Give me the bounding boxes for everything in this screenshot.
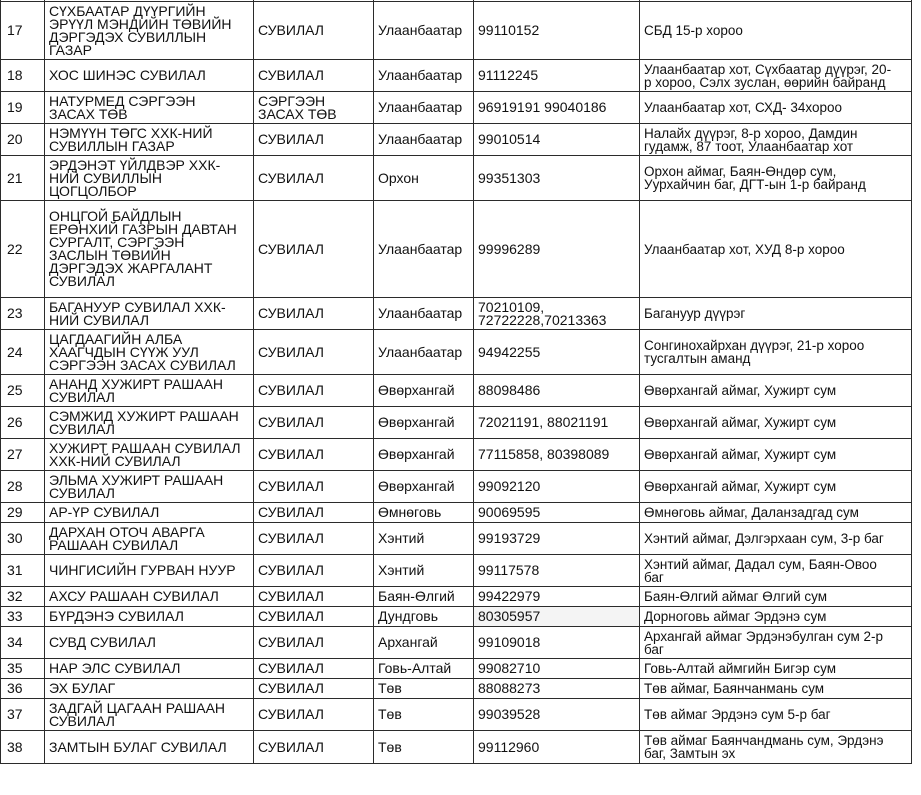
- location-cell[interactable]: Говь-Алтай: [374, 659, 474, 679]
- location-cell[interactable]: Төв: [374, 699, 474, 731]
- location-cell[interactable]: Улаанбаатар: [374, 60, 474, 92]
- facility-name-cell[interactable]: БҮРДЭНЭ СУВИЛАЛ: [45, 607, 254, 627]
- facility-type-cell[interactable]: СУВИЛАЛ: [254, 407, 374, 439]
- facility-name-cell[interactable]: ЗАДГАЙ ЦАГААН РАШААН СУВИЛАЛ: [45, 699, 254, 731]
- address-cell[interactable]: Өвөрхангай аймаг, Хужирт сум: [640, 375, 912, 407]
- table-row: [1, 201, 912, 298]
- facility-type-cell[interactable]: СУВИЛАЛ: [254, 555, 374, 587]
- table-row: [1, 679, 912, 699]
- facility-name-cell[interactable]: АНАНД ХУЖИРТ РАШААН СУВИЛАЛ: [45, 375, 254, 407]
- table-row: [1, 330, 912, 375]
- facility-name-cell[interactable]: ЭЛЬМА ХУЖИРТ РАШААН СУВИЛАЛ: [45, 471, 254, 503]
- row-number[interactable]: 28: [1, 471, 45, 503]
- address-cell[interactable]: Налайх дүүрэг, 8-р хороо, Дамдин гудамж, 87 тоот, Улаанбаатар хот: [640, 124, 912, 156]
- phone-cell[interactable]: 94942255: [474, 330, 640, 375]
- table-row: [1, 60, 912, 92]
- facility-name-cell[interactable]: ЧИНГИСИЙН ГУРВАН НУУР: [45, 555, 254, 587]
- location-cell[interactable]: Төв: [374, 679, 474, 699]
- row-number[interactable]: 24: [1, 330, 45, 375]
- row-number[interactable]: 27: [1, 439, 45, 471]
- row-number[interactable]: 37: [1, 699, 45, 731]
- location-cell[interactable]: Орхон: [374, 156, 474, 201]
- table-row: [1, 587, 912, 607]
- address-cell[interactable]: Сонгинохайрхан дүүрэг, 21-р хороо тусгалтын аманд: [640, 330, 912, 375]
- location-cell[interactable]: Хэнтий: [374, 523, 474, 555]
- phone-cell[interactable]: 88088273: [474, 679, 640, 699]
- facility-name-cell[interactable]: ЭХ БУЛАГ: [45, 679, 254, 699]
- facility-name-cell[interactable]: ДАРХАН ОТОЧ АВАРГА РАШААН СУВИЛАЛ: [45, 523, 254, 555]
- facility-name-cell[interactable]: ОНЦГОЙ БАЙДЛЫН ЕРӨНХИЙ ГАЗРЫН ДАВТАН СУРГАЛТ, СЭРГЭЭН ЗАСЛЫН ТӨВИЙН ДЭРГЭДЭХ ЖАРГАЛАНТ СУВИЛАЛ: [45, 201, 254, 298]
- location-cell[interactable]: Өмнөговь: [374, 503, 474, 523]
- row-number[interactable]: 29: [1, 503, 45, 523]
- address-cell[interactable]: Өмнөговь аймаг, Даланзадгад сум: [640, 503, 912, 523]
- location-cell[interactable]: Өвөрхангай: [374, 439, 474, 471]
- address-cell[interactable]: Өвөрхангай аймаг, Хужирт сум: [640, 407, 912, 439]
- address-cell[interactable]: Улаанбаатар хот, СХД- 34хороо: [640, 92, 912, 124]
- row-number[interactable]: 38: [1, 731, 45, 764]
- facility-type-cell[interactable]: СЭРГЭЭН ЗАСАХ ТӨВ: [254, 92, 374, 124]
- phone-cell[interactable]: 99010514: [474, 124, 640, 156]
- phone-cell[interactable]: 99082710: [474, 659, 640, 679]
- phone-cell[interactable]: 99996289: [474, 201, 640, 298]
- facility-name-cell[interactable]: АХСУ РАШААН СУВИЛАЛ: [45, 587, 254, 607]
- facility-type-cell[interactable]: СУВИЛАЛ: [254, 699, 374, 731]
- row-number[interactable]: 30: [1, 523, 45, 555]
- phone-cell[interactable]: 99109018: [474, 627, 640, 659]
- phone-cell[interactable]: 99193729: [474, 523, 640, 555]
- table-row: [1, 555, 912, 587]
- row-number[interactable]: 18: [1, 60, 45, 92]
- location-cell[interactable]: Улаанбаатар: [374, 298, 474, 330]
- facility-type-cell[interactable]: СУВИЛАЛ: [254, 330, 374, 375]
- address-cell[interactable]: Өвөрхангай аймаг, Хужирт сум: [640, 439, 912, 471]
- phone-cell[interactable]: 70210109, 72722228,70213363: [474, 298, 640, 330]
- facility-name-cell[interactable]: СУВД СУВИЛАЛ: [45, 627, 254, 659]
- row-number[interactable]: 31: [1, 555, 45, 587]
- location-cell[interactable]: Архангай: [374, 627, 474, 659]
- row-number[interactable]: 35: [1, 659, 45, 679]
- table-row: [1, 699, 912, 731]
- row-number[interactable]: 33: [1, 607, 45, 627]
- phone-cell[interactable]: 72021191, 88021191: [474, 407, 640, 439]
- location-cell[interactable]: Улаанбаатар: [374, 330, 474, 375]
- table-row: [1, 298, 912, 330]
- row-number[interactable]: 17: [1, 2, 45, 60]
- row-number[interactable]: 19: [1, 92, 45, 124]
- row-number[interactable]: 34: [1, 627, 45, 659]
- phone-cell[interactable]: 90069595: [474, 503, 640, 523]
- address-cell[interactable]: Хэнтий аймаг, Дадал сум, Баян-Овоо баг: [640, 555, 912, 587]
- facility-type-cell[interactable]: СУВИЛАЛ: [254, 2, 374, 60]
- facility-type-cell[interactable]: СУВИЛАЛ: [254, 523, 374, 555]
- phone-cell[interactable]: 99110152: [474, 2, 640, 60]
- phone-cell[interactable]: 88098486: [474, 375, 640, 407]
- address-cell[interactable]: Архангай аймаг Эрдэнэбулган сум 2-р баг: [640, 627, 912, 659]
- table-row: [1, 659, 912, 679]
- table-row: [1, 627, 912, 659]
- facility-name-cell[interactable]: ЦАГДААГИЙН АЛБА ХААГЧДЫН СҮҮЖ УУЛ СЭРГЭЭН ЗАСАХ СУВИЛАЛ: [45, 330, 254, 375]
- table-row: [1, 607, 912, 627]
- phone-cell[interactable]: 91112245: [474, 60, 640, 92]
- facility-type-cell[interactable]: СУВИЛАЛ: [254, 375, 374, 407]
- phone-cell[interactable]: 77115858, 80398089: [474, 439, 640, 471]
- phone-cell[interactable]: 99039528: [474, 699, 640, 731]
- facility-name-cell[interactable]: СЭМЖИД ХУЖИРТ РАШААН СУВИЛАЛ: [45, 407, 254, 439]
- address-cell[interactable]: Өвөрхангай аймаг, Хужирт сум: [640, 471, 912, 503]
- facility-type-cell[interactable]: СУВИЛАЛ: [254, 60, 374, 92]
- address-cell[interactable]: Багануур дүүрэг: [640, 298, 912, 330]
- address-cell[interactable]: Улаанбаатар хот, ХУД 8-р хороо: [640, 201, 912, 298]
- facility-name-cell[interactable]: ЭРДЭНЭТ ҮЙЛДВЭР ХХК- НИЙ СУВИЛЛЫН ЦОГЦОЛБОР: [45, 156, 254, 201]
- table-row: [1, 503, 912, 523]
- facility-type-cell[interactable]: СУВИЛАЛ: [254, 471, 374, 503]
- address-cell[interactable]: Төв аймаг Эрдэнэ сум 5-р баг: [640, 699, 912, 731]
- phone-cell[interactable]: 99117578: [474, 555, 640, 587]
- facility-name-cell[interactable]: ХОС ШИНЭС СУВИЛАЛ: [45, 60, 254, 92]
- address-cell[interactable]: СБД 15-р хороо: [640, 2, 912, 60]
- row-number[interactable]: 26: [1, 407, 45, 439]
- location-cell[interactable]: Улаанбаатар: [374, 2, 474, 60]
- location-cell[interactable]: Өвөрхангай: [374, 375, 474, 407]
- address-cell[interactable]: Төв аймаг, Баянчанмань сум: [640, 679, 912, 699]
- location-cell[interactable]: Улаанбаатар: [374, 201, 474, 298]
- facility-type-cell[interactable]: СУВИЛАЛ: [254, 659, 374, 679]
- phone-cell[interactable]: 99422979: [474, 587, 640, 607]
- facility-type-cell[interactable]: СУВИЛАЛ: [254, 503, 374, 523]
- row-number[interactable]: 20: [1, 124, 45, 156]
- phone-cell[interactable]: 96919191 99040186: [474, 92, 640, 124]
- table-row: [1, 2, 912, 60]
- row-number[interactable]: 36: [1, 679, 45, 699]
- facility-name-cell[interactable]: НЭМҮҮН ТӨГС ХХК-НИЙ СУВИЛЛЫН ГАЗАР: [45, 124, 254, 156]
- row-number[interactable]: 22: [1, 201, 45, 298]
- location-cell[interactable]: Өвөрхангай: [374, 407, 474, 439]
- table-row: [1, 124, 912, 156]
- facility-name-cell[interactable]: БАГАНУУР СУВИЛАЛ ХХК- НИЙ СУВИЛАЛ: [45, 298, 254, 330]
- row-number[interactable]: 25: [1, 375, 45, 407]
- address-cell[interactable]: Орхон аймаг, Баян-Өндөр сум, Уурхайчин баг, ДГТ-ын 1-р байранд: [640, 156, 912, 201]
- address-cell[interactable]: Төв аймаг Баянчандмань сум, Эрдэнэ баг, Замтын эх: [640, 731, 912, 764]
- table-row: [1, 92, 912, 124]
- location-cell[interactable]: Баян-Өлгий: [374, 587, 474, 607]
- facility-type-cell[interactable]: СУВИЛАЛ: [254, 298, 374, 330]
- facility-type-cell[interactable]: СУВИЛАЛ: [254, 124, 374, 156]
- location-cell[interactable]: Улаанбаатар: [374, 92, 474, 124]
- address-cell[interactable]: Баян-Өлгий аймаг Өлгий сум: [640, 587, 912, 607]
- table-row: [1, 407, 912, 439]
- address-cell[interactable]: Говь-Алтай аймгийн Бигэр сум: [640, 659, 912, 679]
- row-number[interactable]: 23: [1, 298, 45, 330]
- location-cell[interactable]: Дундговь: [374, 607, 474, 627]
- facility-type-cell[interactable]: СУВИЛАЛ: [254, 731, 374, 764]
- table-row: [1, 156, 912, 201]
- location-cell[interactable]: Өвөрхангай: [374, 471, 474, 503]
- facility-name-cell[interactable]: ЗАМТЫН БУЛАГ СУВИЛАЛ: [45, 731, 254, 764]
- facility-name-cell[interactable]: АР-ҮР СУВИЛАЛ: [45, 503, 254, 523]
- row-number[interactable]: 21: [1, 156, 45, 201]
- facility-name-cell[interactable]: НАР ЭЛС СУВИЛАЛ: [45, 659, 254, 679]
- address-cell[interactable]: Улаанбаатар хот, Сүхбаатар дүүрэг, 20- р хороо, Сэлх зуслан, өөрийн байранд: [640, 60, 912, 92]
- facility-name-cell[interactable]: НАТУРМЕД СЭРГЭЭН ЗАСАХ ТӨВ: [45, 92, 254, 124]
- address-cell[interactable]: Дорноговь аймаг Эрдэнэ сум: [640, 607, 912, 627]
- table-row: [1, 439, 912, 471]
- facility-type-cell[interactable]: СУВИЛАЛ: [254, 439, 374, 471]
- facility-type-cell[interactable]: СУВИЛАЛ: [254, 156, 374, 201]
- table-row: [1, 375, 912, 407]
- facility-name-cell[interactable]: СҮХБААТАР ДҮҮРГИЙН ЭРҮҮЛ МЭНДИЙН ТӨВИЙН ДЭРГЭДЭХ СУВИЛЛЫН ГАЗАР: [45, 2, 254, 60]
- facility-type-cell[interactable]: СУВИЛАЛ: [254, 587, 374, 607]
- table-row: [1, 731, 912, 764]
- facility-name-cell[interactable]: ХУЖИРТ РАШААН СУВИЛАЛ ХХК-НИЙ СУВИЛАЛ: [45, 439, 254, 471]
- facility-type-cell[interactable]: СУВИЛАЛ: [254, 627, 374, 659]
- table-row: [1, 471, 912, 503]
- location-cell[interactable]: Төв: [374, 731, 474, 764]
- facility-type-cell[interactable]: СУВИЛАЛ: [254, 201, 374, 298]
- row-number[interactable]: 32: [1, 587, 45, 607]
- address-cell[interactable]: Хэнтий аймаг, Дэлгэрхаан сум, 3-р баг: [640, 523, 912, 555]
- phone-cell[interactable]: 80305957: [474, 607, 640, 627]
- table-row: [1, 523, 912, 555]
- facility-type-cell[interactable]: СУВИЛАЛ: [254, 607, 374, 627]
- phone-cell[interactable]: 99112960: [474, 731, 640, 764]
- phone-cell[interactable]: 99351303: [474, 156, 640, 201]
- phone-cell[interactable]: 99092120: [474, 471, 640, 503]
- facility-type-cell[interactable]: СУВИЛАЛ: [254, 679, 374, 699]
- location-cell[interactable]: Хэнтий: [374, 555, 474, 587]
- location-cell[interactable]: Улаанбаатар: [374, 124, 474, 156]
